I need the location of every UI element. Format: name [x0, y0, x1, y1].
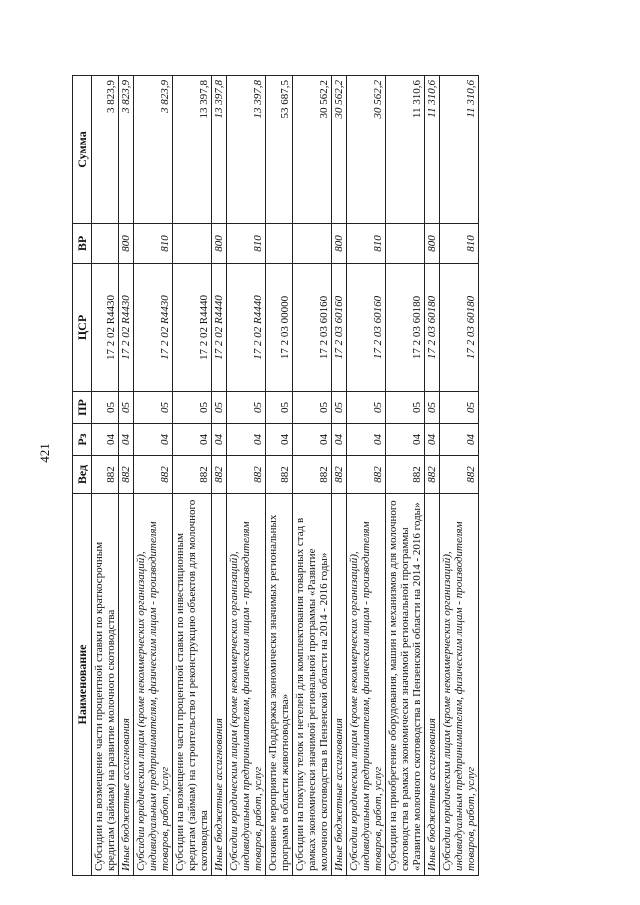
header-sum: Сумма — [73, 76, 92, 224]
cell-ved: 882 — [386, 456, 425, 494]
cell-name: Субсидии юридическим лицам (кроме некоммерческих организаций), индивидуальным предпринимателям, физическим лицам - производителям товаров, работ, услуг — [347, 494, 386, 876]
header-name: Наименование — [73, 494, 92, 876]
cell-ved: 882 — [440, 456, 479, 494]
cell-rz: 04 — [212, 424, 227, 456]
cell-csr: 17 2 02 R4440 — [173, 264, 212, 392]
table-row — [212, 76, 227, 876]
cell-pr: 05 — [173, 392, 212, 424]
cell-sum: 30 562,2 — [347, 76, 386, 224]
table-row — [119, 76, 134, 876]
cell-sum: 13 397,8 — [212, 76, 227, 224]
cell-pr: 05 — [227, 392, 266, 424]
cell-ved: 882 — [92, 456, 119, 494]
cell-name: Иные бюджетные ассигнования — [212, 494, 227, 876]
cell-sum: 53 687,5 — [266, 76, 293, 224]
cell-rz: 04 — [425, 424, 440, 456]
cell-pr: 05 — [347, 392, 386, 424]
header-rz: Рз — [73, 424, 92, 456]
cell-vr — [293, 224, 332, 264]
cell-rz: 04 — [173, 424, 212, 456]
cell-sum: 13 397,8 — [173, 76, 212, 224]
cell-name: Иные бюджетные ассигнования — [119, 494, 134, 876]
cell-ved: 882 — [347, 456, 386, 494]
cell-rz: 04 — [119, 424, 134, 456]
table-row — [293, 76, 332, 876]
cell-ved: 882 — [227, 456, 266, 494]
cell-sum: 30 562,2 — [293, 76, 332, 224]
table-row — [134, 76, 173, 876]
cell-vr — [173, 224, 212, 264]
budget-table — [72, 75, 479, 876]
cell-csr: 17 2 02 R4430 — [119, 264, 134, 392]
cell-name: Основное мероприятие «Поддержка экономически значимых региональных программ в области животноводства» — [266, 494, 293, 876]
cell-name: Субсидии на возмещение части процентной ставки по инвестиционным кредитам (займам) на строительство и реконструкцию объектов для молочного скотоводства — [173, 494, 212, 876]
cell-vr: 800 — [332, 224, 347, 264]
cell-pr: 05 — [293, 392, 332, 424]
cell-vr: 800 — [119, 224, 134, 264]
cell-ved: 882 — [134, 456, 173, 494]
cell-rz: 04 — [332, 424, 347, 456]
cell-sum: 3 823,9 — [119, 76, 134, 224]
cell-ved: 882 — [212, 456, 227, 494]
cell-ved: 882 — [119, 456, 134, 494]
table-row — [440, 76, 479, 876]
cell-sum: 30 562,2 — [332, 76, 347, 224]
cell-sum: 11 310,6 — [425, 76, 440, 224]
cell-csr: 17 2 03 60180 — [425, 264, 440, 392]
cell-rz: 04 — [266, 424, 293, 456]
cell-vr: 810 — [227, 224, 266, 264]
cell-csr: 17 2 02 R4440 — [212, 264, 227, 392]
cell-vr: 800 — [212, 224, 227, 264]
cell-rz: 04 — [134, 424, 173, 456]
cell-name: Субсидии юридическим лицам (кроме некоммерческих организаций), индивидуальным предпринимателям, физическим лицам - производителям товаров, работ, услуг — [227, 494, 266, 876]
cell-pr: 05 — [92, 392, 119, 424]
cell-ved: 882 — [425, 456, 440, 494]
table-row — [266, 76, 293, 876]
cell-rz: 04 — [347, 424, 386, 456]
cell-name: Иные бюджетные ассигнования — [332, 494, 347, 876]
cell-csr: 17 2 03 00000 — [266, 264, 293, 392]
header-csr: ЦСР — [73, 264, 92, 392]
table-row — [227, 76, 266, 876]
table-row — [332, 76, 347, 876]
cell-ved: 882 — [173, 456, 212, 494]
rotated-table-container — [72, 76, 592, 876]
cell-name: Субсидии юридическим лицам (кроме некоммерческих организаций), индивидуальным предпринимателям, физическим лицам - производителям товаров, работ, услуг — [134, 494, 173, 876]
table-row — [92, 76, 119, 876]
cell-vr — [92, 224, 119, 264]
cell-name: Субсидии юридическим лицам (кроме некоммерческих организаций), индивидуальным предпринимателям, физическим лицам - производителям товаров, работ, услуг — [440, 494, 479, 876]
cell-name: Субсидии на приобретение оборудования, машин и механизмов для молочного скотоводства в рамках экономически значимой региональной программы «Развитие молочного скотоводства в Пензенской области на 2014 - 2016 годы» — [386, 494, 425, 876]
cell-pr: 05 — [266, 392, 293, 424]
cell-sum: 3 823,9 — [134, 76, 173, 224]
cell-rz: 04 — [92, 424, 119, 456]
cell-csr: 17 2 02 R4440 — [227, 264, 266, 392]
cell-name: Субсидии на покупку телок и нетелей для комплектования товарных стад в рамках экономически значимой региональной программы «Развитие молочного скотоводства в Пензенской области на 2014 - 2016 годы» — [293, 494, 332, 876]
table-header-row — [73, 76, 92, 876]
cell-pr: 05 — [134, 392, 173, 424]
cell-csr: 17 2 03 60160 — [332, 264, 347, 392]
cell-ved: 882 — [266, 456, 293, 494]
cell-sum: 3 823,9 — [92, 76, 119, 224]
cell-sum: 13 397,8 — [227, 76, 266, 224]
table-row — [173, 76, 212, 876]
cell-rz: 04 — [227, 424, 266, 456]
cell-pr: 05 — [425, 392, 440, 424]
page-number: 421 — [37, 443, 52, 463]
cell-csr: 17 2 03 60160 — [347, 264, 386, 392]
cell-csr: 17 2 02 R4430 — [134, 264, 173, 392]
cell-ved: 882 — [332, 456, 347, 494]
cell-sum: 11 310,6 — [386, 76, 425, 224]
cell-pr: 05 — [386, 392, 425, 424]
cell-vr: 800 — [425, 224, 440, 264]
cell-csr: 17 2 03 60160 — [293, 264, 332, 392]
header-pr: ПР — [73, 392, 92, 424]
cell-vr: 810 — [347, 224, 386, 264]
cell-csr: 17 2 03 60180 — [440, 264, 479, 392]
header-vr: ВР — [73, 224, 92, 264]
cell-pr: 05 — [119, 392, 134, 424]
cell-name: Иные бюджетные ассигнования — [425, 494, 440, 876]
header-ved: Вед — [73, 456, 92, 494]
cell-vr — [386, 224, 425, 264]
cell-rz: 04 — [386, 424, 425, 456]
cell-rz: 04 — [440, 424, 479, 456]
cell-csr: 17 2 03 60180 — [386, 264, 425, 392]
cell-vr: 810 — [440, 224, 479, 264]
table-row — [386, 76, 425, 876]
cell-sum: 11 310,6 — [440, 76, 479, 224]
cell-name: Субсидии на возмещение части процентной ставки по краткосрочным кредитам (займам) на развитие молочного скотоводства — [92, 494, 119, 876]
table-row — [425, 76, 440, 876]
table-row — [347, 76, 386, 876]
cell-vr: 810 — [134, 224, 173, 264]
cell-ved: 882 — [293, 456, 332, 494]
cell-pr: 05 — [440, 392, 479, 424]
cell-rz: 04 — [293, 424, 332, 456]
cell-pr: 05 — [212, 392, 227, 424]
cell-csr: 17 2 02 R4430 — [92, 264, 119, 392]
cell-pr: 05 — [332, 392, 347, 424]
cell-vr — [266, 224, 293, 264]
